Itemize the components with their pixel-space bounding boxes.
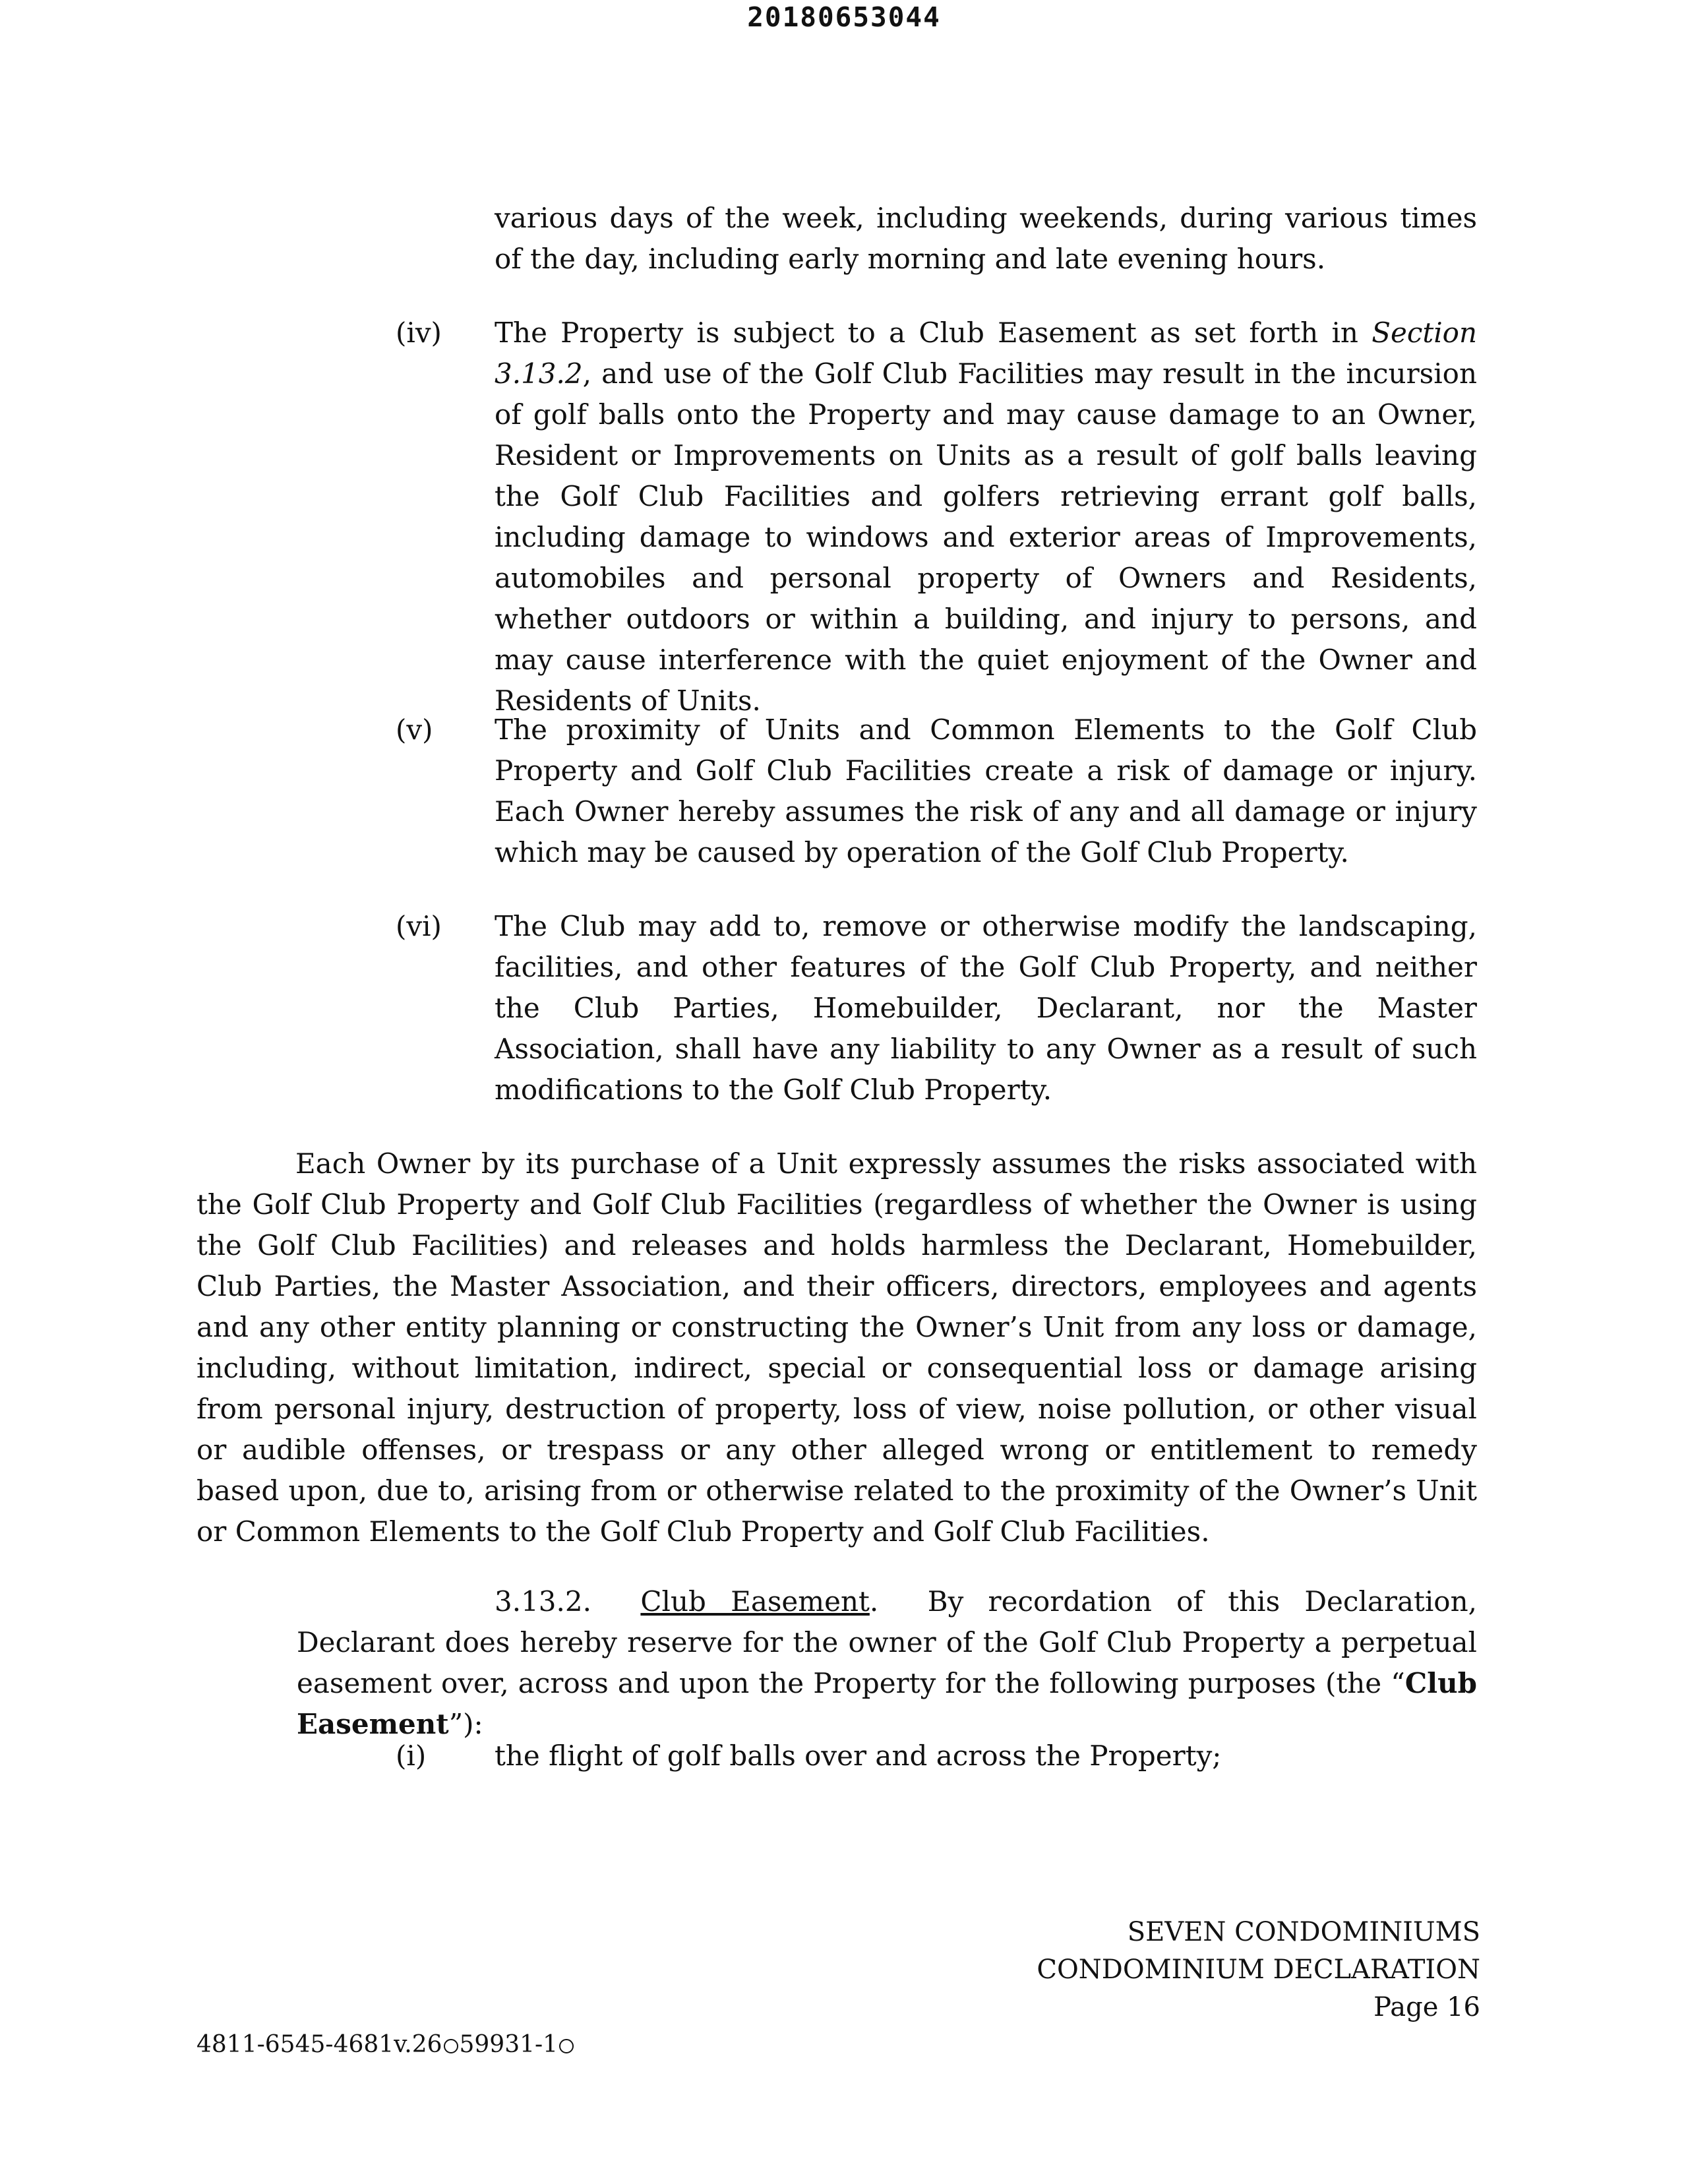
section-title: Club Easement [640, 1585, 870, 1618]
recording-number: 20180653044 [747, 1, 941, 33]
item-vi-text: The Club may add to, remove or otherwise modify the landscaping, facilities, and other features of the Golf Club Property, and neither the Club Parties, Homebuilder, Declarant, nor the Master Association, shall have any liability to any Owner as a result of such modifications to the Golf Club Property. [495, 910, 1477, 1106]
section-text-1: By recordation of this Declaration, Declarant does hereby reserve for the owner of the Golf Club Property a perpetual easement over, across and upon the Property for the following purposes (the “ [297, 1585, 1477, 1699]
item-iv-pre: The Property is subject to a Club Easement as set forth in [495, 317, 1372, 349]
item-v-text: The proximity of Units and Common Elements to the Golf Club Property and Golf Club Facilities create a risk of damage or injury. Each Owner hereby assumes the risk of any and all damage or injury which may be caused by operation of the Golf Club Property. [495, 713, 1477, 868]
page-number: Page 16 [1373, 1992, 1480, 2022]
sub-item-i-text: the flight of golf balls over and across the Property; [495, 1740, 1222, 1772]
defined-term: Club Easement [297, 1667, 1477, 1740]
section-number: 3.13.2. [495, 1585, 591, 1618]
section-3-13-2 [297, 1581, 1477, 1745]
item-label-v: (v) [396, 713, 433, 746]
item-label-iv: (iv) [396, 317, 442, 349]
page-footer [1037, 1914, 1480, 2026]
section-reference: Section 3.13.2 [495, 317, 1477, 390]
footer-subtitle: CONDOMINIUM DECLARATION [1037, 1955, 1480, 1985]
item-iv-post: , and use of the Golf Club Facilities may result in the incursion of golf balls onto the Property and may cause damage to an Owner, Resident or Improvements on Units as a result of golf balls leaving the Golf Club Facilities and golfers retrieving errant golf balls, including damage to windows and exterior areas of Improvements, automobiles and personal property of Owners and Residents, whether outdoors or within a building, and injury to persons, and may cause interference with the quiet enjoyment of the Owner and Residents of Units. [495, 357, 1477, 717]
document-id [196, 2031, 575, 2058]
section-title-period: . [869, 1585, 879, 1618]
doc-id-part2: 59931-1 [459, 2031, 558, 2058]
item-iv-text [495, 313, 1477, 721]
circle-mark-icon [559, 2039, 574, 2053]
continuation-paragraph [495, 198, 1477, 280]
continuation-text: various days of the week, including weekends, during various times of the day, including early morning and late evening hours. [495, 202, 1477, 275]
circle-mark-icon [444, 2039, 458, 2053]
footer-title: SEVEN CONDOMINIUMS [1127, 1917, 1480, 1947]
section-text-2: ”): [448, 1708, 483, 1740]
sub-item-label-i: (i) [396, 1740, 427, 1772]
doc-id-part1: 4811-6545-4681v.26 [196, 2031, 442, 2058]
item-label-vi: (vi) [396, 910, 442, 942]
assumption-of-risk-paragraph: Each Owner by its purchase of a Unit expressly assumes the risks associated with the Golf Club Property and Golf Club Facilities (regardless of whether the Owner is using the Golf Club Facilities) and releases and holds harmless the Declarant, Homebuilder, Club Parties, the Master Association, and their officers, directors, employees and agents and any other entity planning or constructing the Owner’s Unit from any loss or damage, including, without limitation, indirect, special or consequential loss or damage arising from personal injury, destruction of property, loss of view, noise pollution, or other visual or audible offenses, or trespass or any other alleged wrong or entitlement to remedy based upon, due to, arising from or otherwise related to the proximity of the Owner’s Unit or Common Elements to the Golf Club Property and Golf Club Facilities. [196, 1147, 1477, 1548]
